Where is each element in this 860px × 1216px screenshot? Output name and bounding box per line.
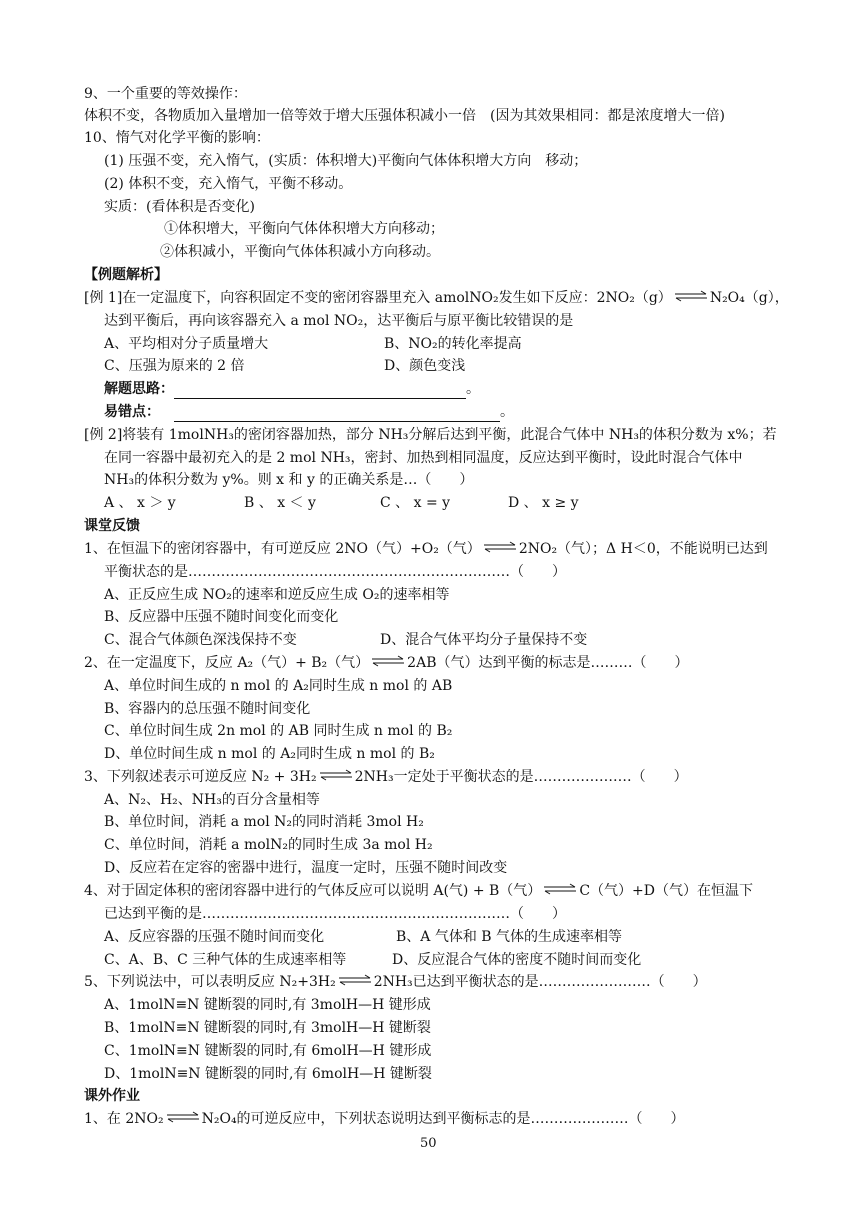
q2-option-a: A、单位时间生成的 n mol 的 A₂同时生成 n mol 的 AB (104, 678, 453, 694)
hw1-text-b: N₂O₄的可逆反应中，下列状态说明达到平衡标志的是…………………（ ） (201, 1111, 685, 1127)
q5-option-b: B、1molN≡N 键断裂的同时,有 3molH—H 键断裂 (104, 1020, 431, 1036)
item-10-point-2: (2) 体积不变，充入惰气，平衡不移动。 (104, 176, 353, 192)
example-2-option-c: C 、 x = y (380, 495, 451, 511)
q4-option-b: B、A 气体和 B 气体的生成速率相等 (396, 929, 623, 945)
hw1-line-1 (84, 1109, 685, 1129)
error-point-row (104, 402, 514, 422)
q4-option-d: D、反应混合气体的密度不随时间而变化 (392, 952, 642, 968)
q5-option-d: D、1molN≡N 键断裂的同时,有 6molH—H 键断裂 (104, 1066, 432, 1082)
q3-option-d: D、反应若在定容的密器中进行，温度一定时，压强不随时间改变 (104, 860, 508, 876)
error-point-label: 易错点： (104, 404, 160, 420)
section-heading-homework: 课外作业 (84, 1088, 140, 1104)
q3-text-b: 2NH₃一定处于平衡状态的是…………………（ ） (354, 769, 688, 785)
hw1-text-a: 1、在 2NO₂ (84, 1111, 164, 1127)
equilibrium-arrow-icon (371, 655, 405, 667)
q1-text-b: 2NO₂（气）；Δ H＜0，不能说明已达到 (518, 541, 768, 557)
q5-text-a: 5、下列说法中，可以表明反应 N₂+3H₂ (84, 974, 336, 990)
equilibrium-arrow-icon (674, 290, 708, 302)
example-2-option-b: B 、 x ＜ y (244, 495, 316, 511)
equilibrium-arrow-icon (338, 974, 372, 986)
q2-option-c: C、单位时间生成 2n mol 的 AB 同时生成 n mol 的 B₂ (104, 723, 453, 739)
q1-text-a: 1、在恒温下的密闭容器中，有可逆反应 2NO（气）+O₂（气） (84, 541, 481, 557)
q5-line-1 (84, 972, 707, 992)
equilibrium-arrow-icon (319, 769, 353, 781)
section-heading-examples: 【例题解析】 (84, 267, 168, 283)
q2-option-d: D、单位时间生成 n mol 的 A₂同时生成 n mol 的 B₂ (104, 746, 435, 762)
q2-line-1 (84, 653, 688, 673)
q4-option-c: C、A、B、C 三种气体的生成速率相等 (104, 952, 347, 968)
q1-line-1 (84, 539, 768, 559)
item-9-text: 体积不变，各物质加入量增加一倍等效于增大压强体积减小一倍 (因为其效果相同：都是浓度增大一倍) (84, 108, 725, 124)
q5-option-a: A、1molN≡N 键断裂的同时,有 3molH—H 键形成 (104, 997, 431, 1013)
example-1-text-a: [例 1]在一定温度下，向容积固定不变的密闭容器里充入 amolNO₂发生如下反应：2NO₂（g） (84, 290, 672, 306)
q1-option-d: D、混合气体平均分子量保持不变 (380, 632, 588, 648)
q2-text-b: 2AB（气）达到平衡的标志是………（ ） (407, 655, 689, 671)
q4-option-a: A、反应容器的压强不随时间而变化 (104, 929, 325, 945)
item-10-sub-1: ①体积增大，平衡向气体体积增大方向移动； (164, 221, 444, 237)
example-2-line-1: [例 2]将装有 1molNH₃的密闭容器加热，部分 NH₃分解后达到平衡，此混合气体中 NH₃的体积分数为 x%；若 (84, 427, 777, 443)
q1-option-b: B、反应器中压强不随时间变化而变化 (104, 609, 339, 625)
solution-idea-label: 解题思路： (104, 381, 174, 397)
q4-text-b: C（气）+D（气）在恒温下 (579, 883, 753, 899)
section-heading-feedback: 课堂反馈 (84, 518, 140, 534)
item-10-sub-2: ②体积减小，平衡向气体体积减小方向移动。 (160, 244, 440, 260)
solution-idea-end: 。 (466, 381, 480, 397)
error-point-blank[interactable] (174, 407, 500, 422)
q2-text-a: 2、在一定温度下，反应 A₂（气）+ B₂（气） (84, 655, 370, 671)
equilibrium-arrow-icon (166, 1111, 200, 1123)
q1-option-c: C、混合气体颜色深浅保持不变 (104, 632, 297, 648)
example-2-line-3: NH₃的体积分数为 y%。则 x 和 y 的正确关系是…（ ） (104, 472, 474, 488)
q1-option-a: A、正反应生成 NO₂的速率和逆反应生成 O₂的速率相等 (104, 587, 450, 603)
q5-text-b: 2NH₃已达到平衡状态的是……………………（ ） (373, 974, 707, 990)
q4-line-1 (84, 881, 753, 901)
equilibrium-arrow-icon (483, 541, 517, 553)
q3-option-c: C、单位时间，消耗 a molN₂的同时生成 3a mol H₂ (104, 837, 433, 853)
q3-line-1 (84, 767, 688, 787)
example-2-line-2: 在同一容器中最初充入的是 2 mol NH₃，密封、加热到相同温度，反应达到平衡时，设此时混合气体中 (104, 450, 743, 466)
solution-idea-row (104, 379, 480, 399)
q3-option-a: A、N₂、H₂、NH₃的百分含量相等 (104, 792, 320, 808)
example-1-option-c: C、压强为原来的 2 倍 (104, 358, 245, 374)
error-point-end: 。 (500, 404, 514, 420)
q1-line-2: 平衡状态的是……………………………………………………………（ ） (104, 564, 566, 580)
example-1-option-b: B、NO₂的转化率提高 (384, 336, 522, 352)
example-1-option-a: A、平均相对分子质量增大 (104, 336, 269, 352)
item-10-heading: 10、惰气对化学平衡的影响： (84, 130, 270, 146)
solution-idea-blank[interactable] (174, 384, 466, 399)
q3-option-b: B、单位时间，消耗 a mol N₂的同时消耗 3mol H₂ (104, 814, 424, 830)
example-1-line-2: 达到平衡后，再向该容器充入 a mol NO₂，达平衡后与原平衡比较错误的是 (104, 313, 574, 329)
example-1-option-d: D、颜色变浅 (384, 358, 466, 374)
example-1-line-1 (84, 288, 789, 308)
example-2-option-d: D 、 x ≥ y (508, 495, 579, 511)
page-number: 50 (420, 1136, 437, 1151)
q3-text-a: 3、下列叙述表示可逆反应 N₂ + 3H₂ (84, 769, 317, 785)
item-9-heading: 9、一个重要的等效操作： (84, 86, 247, 102)
example-1-text-b: N₂O₄（g）， (709, 290, 789, 306)
q4-line-2: 已达到平衡的是…………………………………………………………（ ） (104, 906, 566, 922)
equilibrium-arrow-icon (543, 883, 577, 895)
q2-option-b: B、容器内的总压强不随时间变化 (104, 701, 311, 717)
example-2-option-a: A 、 x ＞ y (104, 495, 176, 511)
q4-text-a: 4、对于固定体积的密闭容器中进行的气体反应可以说明 A(气) + B（气） (84, 883, 542, 899)
q5-option-c: C、1molN≡N 键断裂的同时,有 6molH—H 键形成 (104, 1043, 432, 1059)
item-10-essence: 实质：(看体积是否变化) (104, 199, 255, 215)
item-10-point-1: (1) 压强不变，充入惰气，(实质：体积增大)平衡向气体体积增大方向 移动； (104, 153, 588, 169)
